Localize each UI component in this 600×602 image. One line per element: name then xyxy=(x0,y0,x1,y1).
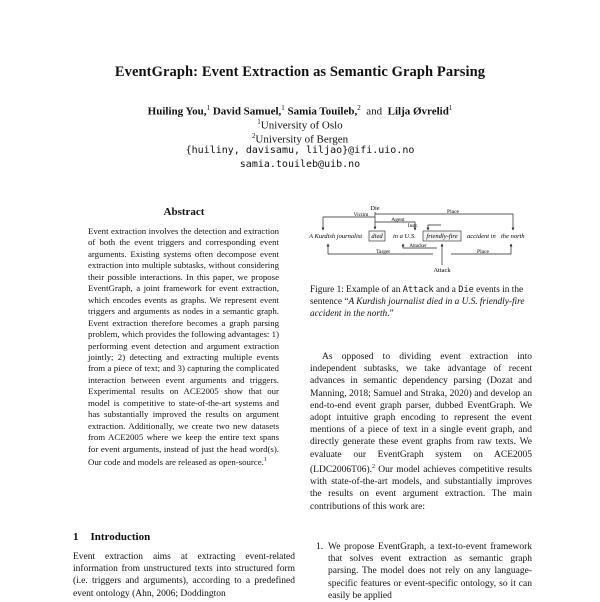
affil-mark: 2 xyxy=(251,132,256,140)
author-name: Samia Touileb, xyxy=(287,105,358,118)
affil-name: University of Oslo xyxy=(260,119,343,132)
contribution-list-item xyxy=(310,541,532,602)
list-item-text: We propose EventGraph, a text-to-event framework that solves event extraction as semantic graph parsing. The model does not rely on any language-specific features or event-specific ontology, so it can easily be applied xyxy=(328,542,532,601)
right-paragraph xyxy=(310,351,532,513)
event-graph-diagram xyxy=(303,203,528,275)
figure-caption xyxy=(310,284,532,321)
caption-code-die: Die xyxy=(458,285,474,295)
target-label: Target xyxy=(376,249,390,255)
section-number: 1 xyxy=(73,531,79,543)
token-accident-in: accident in xyxy=(467,233,496,240)
author-name: David Samuel, xyxy=(212,105,282,118)
victim-label: Victim xyxy=(353,212,369,218)
list-marker: 1. xyxy=(316,542,324,552)
figure-1 xyxy=(303,203,528,275)
email-line-1: {huiliny, davisamu, liljao}@ifi.uio.no xyxy=(185,145,415,156)
author-affil-mark: 1 xyxy=(281,104,285,112)
author-affil-mark: 2 xyxy=(357,104,361,112)
section-title: Introduction xyxy=(90,531,151,543)
right-paragraph-text: As opposed to dividing event extraction into independent subtasks, we take advantage of recent advances in semantic dependency parsing (Dozat and Manning, 2018; Samuel and Straka, 2020) and develop an end-to-end event graph parser, dubbed EventGraph. We adopt intuitive graph encoding to represent the event mentions of a piece of text in a single event graph, and directly generate these event graphs from raw texts. We evaluate our EventGraph system on ACE2005 (LDC2006T06). xyxy=(310,352,532,475)
caption-quote: A Kurdish journalist died in a U.S. friendly-fire accident in the north xyxy=(310,297,525,320)
token-the-north: the north xyxy=(501,233,525,240)
token-in-a-us: in a U.S. xyxy=(393,233,416,240)
right-paragraph-text-2: Our model achieves competitive results with state-of-the-art models, and substantially improves the results on event argument extraction. The main contributions of this work are: xyxy=(310,464,532,512)
footnote-mark: 2 xyxy=(372,463,376,470)
caption-mid: and a xyxy=(433,285,459,295)
place-bottom-label: Place xyxy=(477,249,489,255)
token-kurdish-journalist: A Kurdish journalist xyxy=(309,233,363,240)
caption-end: .” xyxy=(387,309,394,320)
section-heading-introduction xyxy=(73,531,150,543)
paper-title: EventGraph: Event Extraction as Semantic Graph Parsing xyxy=(114,64,486,80)
intro-paragraph: Event extraction aims at extracting event-related information from unstructured texts into structured form (i.e. triggers and arguments), according to a predefined event ontology (Ahn, 2006; Doddington xyxy=(73,552,295,599)
victim-edge xyxy=(323,217,375,230)
authors-and: and xyxy=(366,105,383,118)
author-name: Huiling You, xyxy=(147,105,207,118)
instrument-label: Instr. xyxy=(407,224,419,229)
agent-label: Agent xyxy=(391,217,405,223)
affil-mark: 1 xyxy=(257,118,261,126)
token-died: died xyxy=(371,233,383,240)
abstract-heading: Abstract xyxy=(163,206,205,218)
author-affil-mark: 1 xyxy=(206,104,211,112)
affil-name: University of Bergen xyxy=(255,133,349,146)
die-label: Die xyxy=(370,205,380,212)
place-top-label: Place xyxy=(447,209,459,215)
caption-code-attack: Attack xyxy=(402,285,434,295)
instrument-edge xyxy=(428,225,441,230)
author-name: Lilja Øvrelid xyxy=(387,105,449,118)
attack-label: Attack xyxy=(433,267,451,274)
email-line-2: samia.touileb@uib.no xyxy=(239,159,361,170)
token-friendly-fire: friendly-fire xyxy=(426,233,458,240)
abstract-text: Event extraction involves the detection and extraction of both the event triggers and corresponding event arguments. Existing systems often decompose event extraction into multiple subtasks, without considering their possible interactions. In this paper, we propose EventGraph, a joint framework for event extraction, which encodes events as graphs. We represent event triggers and arguments as nodes in a semantic graph. Event extraction therefore becomes a graph parsing problem, which provides the following advantages: 1) performing event detection and argument extraction jointly; 2) detecting and extracting multiple events from a piece of text; and 3) capturing the complicated interaction between event arguments and triggers. Experimental results on ACE2005 show that our model is competitive to state-of-the-art systems and has substantially improved the results on argument extraction. Additionally, we create two new datasets from ACE2005 where we keep the entire text spans for event arguments, instead of just the head word(s). Our code and models are released as open-source. xyxy=(88,226,279,467)
caption-suffix: events in the sentence “ xyxy=(310,285,524,308)
footnote-mark: 1 xyxy=(263,457,267,464)
author-affil-mark: 1 xyxy=(448,104,453,112)
abstract-body xyxy=(88,226,279,468)
attacker-label: Attacker xyxy=(409,244,427,249)
caption-prefix: Figure 1: Example of an xyxy=(310,285,403,295)
affiliation-bergen xyxy=(0,129,600,147)
